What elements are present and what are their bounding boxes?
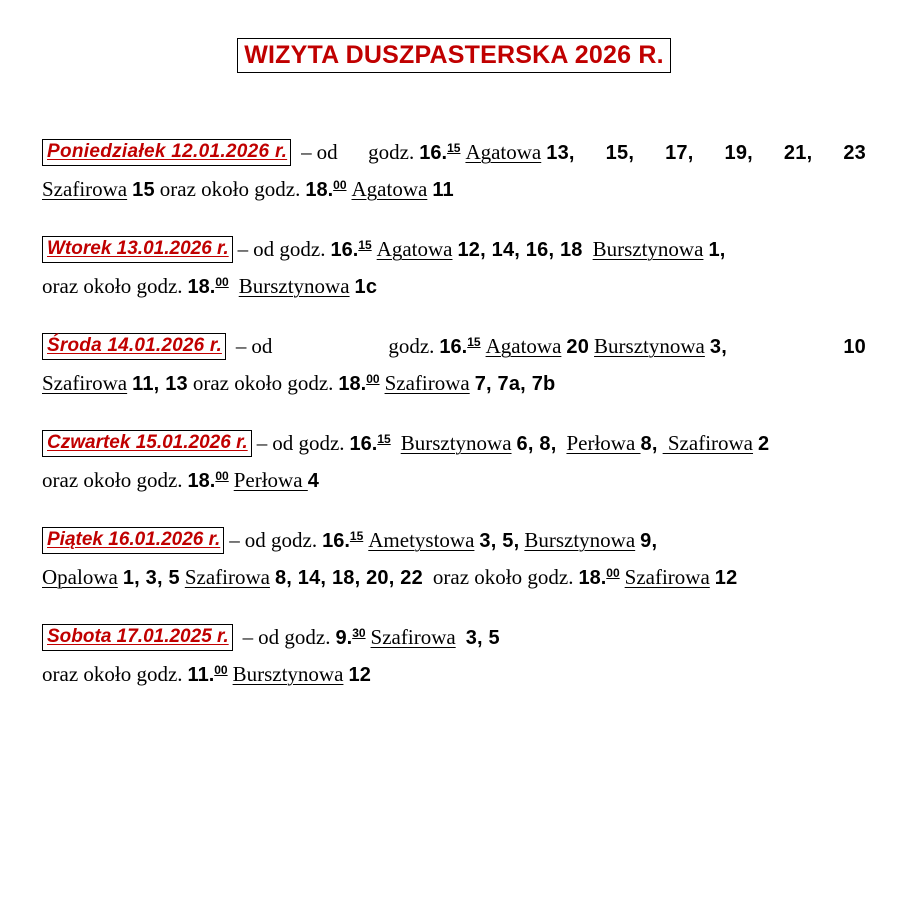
minutes-superscript: 15 (358, 238, 372, 252)
minutes-superscript: 00 (333, 177, 347, 192)
street-name: Agatowa (351, 176, 428, 201)
entry-line-1 (42, 234, 866, 266)
house-numbers: 3, 10 (709, 336, 867, 358)
street-name: Szafirowa (624, 564, 710, 589)
connector-dash: – (235, 334, 247, 358)
street-name: Szafirowa (384, 370, 470, 395)
schedule-entry-thursday (42, 428, 866, 496)
and-about-text: oraz około godz. (42, 661, 183, 686)
day-label-friday: Piątek 16.01.2026 r. (42, 527, 224, 554)
house-numbers: 2 (758, 433, 770, 455)
street-name: Szafirowa (662, 431, 754, 455)
connector-dash: – (242, 625, 254, 649)
house-numbers: 20 (566, 336, 590, 358)
house-numbers: 15 (132, 178, 155, 201)
entry-line-2 (42, 659, 866, 691)
hour-value: 18.00 (305, 177, 347, 201)
house-numbers: 9, (640, 530, 658, 552)
house-numbers: 11, 13 (132, 372, 188, 395)
connector-dash: – (256, 431, 268, 455)
and-about-text: oraz około godz. (159, 176, 301, 201)
street-name: Bursztynowa (594, 334, 705, 358)
street-name: Opalowa (42, 564, 118, 589)
and-about-text: oraz około godz. (192, 370, 334, 395)
from-text: od godz. (244, 528, 318, 552)
house-numbers: 12 (348, 663, 372, 686)
minutes-superscript: 00 (215, 468, 229, 483)
entry-line-2 (42, 174, 866, 206)
street-name: Bursztynowa (400, 431, 512, 455)
from-text: od godz. (251, 334, 435, 358)
street-name: Agatowa (485, 334, 562, 358)
entry-line-2 (42, 271, 866, 303)
schedule-entry-saturday (42, 622, 866, 690)
hour-value: 9.30 (335, 626, 366, 649)
hour-value: 18.00 (187, 468, 229, 492)
day-label-monday: Poniedziałek 12.01.2026 r. (42, 139, 291, 166)
house-numbers: 12 (714, 566, 738, 589)
hour-value: 16.15 (419, 141, 461, 164)
day-label-saturday: Sobota 17.01.2025 r. (42, 624, 233, 651)
house-numbers: 7, 7a, 7b (474, 372, 556, 395)
day-label-tuesday: Wtorek 13.01.2026 r. (42, 236, 233, 263)
house-numbers: 1, 3, 5 (122, 566, 180, 589)
minutes-superscript: 30 (352, 626, 366, 640)
street-name: Szafirowa (370, 625, 456, 649)
street-name: Perłowa (566, 431, 641, 455)
entry-line-2 (42, 465, 866, 497)
and-about-text: oraz około godz. (42, 467, 183, 492)
house-numbers: 8, 14, 18, 20, 22 (274, 566, 423, 589)
from-text: od godz. (258, 625, 331, 649)
minutes-superscript: 15 (349, 529, 364, 543)
and-about-text: oraz około godz. (432, 564, 574, 589)
hour-value: 16.15 (439, 335, 481, 358)
page-title-container (0, 0, 908, 73)
hour-value: 18.00 (578, 565, 620, 589)
street-name: Bursztynowa (238, 273, 350, 298)
page-title: WIZYTA DUSZPASTERSKA 2026 R. (237, 38, 671, 73)
house-numbers: 13, 15, 17, 19, 21, 23 (546, 142, 866, 164)
house-numbers: 3, 5 (465, 627, 500, 649)
street-name: Bursztynowa (524, 528, 636, 552)
street-name: Agatowa (465, 140, 542, 164)
hour-value: 16.15 (349, 432, 391, 455)
house-numbers: 12, 14, 16, 18 (457, 239, 583, 261)
street-name: Bursztynowa (592, 237, 704, 261)
house-numbers: 1c (354, 275, 378, 298)
minutes-superscript: 15 (377, 432, 391, 446)
hour-value: 16.15 (330, 238, 372, 261)
connector-dash: – (301, 140, 312, 164)
schedule-entry-friday (42, 525, 866, 593)
from-text: od godz. (253, 237, 326, 261)
house-numbers: 11 (432, 178, 454, 201)
hour-value: 11.00 (187, 662, 228, 686)
entry-line-2 (42, 562, 866, 594)
and-about-text: oraz około godz. (42, 273, 183, 298)
house-numbers: 3, 5, (479, 530, 520, 552)
visit-schedule-list (0, 137, 908, 690)
house-numbers: 6, 8, (516, 433, 557, 455)
entry-line-1 (42, 622, 866, 654)
minutes-superscript: 15 (467, 335, 481, 349)
hour-value: 16.15 (322, 529, 364, 552)
from-text: od godz. (316, 140, 415, 164)
street-name: Szafirowa (42, 176, 128, 201)
connector-dash: – (237, 237, 249, 261)
house-numbers: 4 (307, 469, 320, 492)
day-label-wednesday: Środa 14.01.2026 r. (42, 333, 226, 360)
from-text: od godz. (272, 431, 345, 455)
house-numbers: 8, (640, 433, 658, 455)
minutes-superscript: 15 (447, 141, 461, 155)
entry-line-1 (42, 137, 866, 169)
connector-dash: – (229, 528, 240, 552)
minutes-superscript: 00 (214, 662, 228, 677)
house-numbers: 1, (708, 239, 726, 261)
street-name: Perłowa (233, 467, 308, 492)
schedule-entry-tuesday (42, 234, 866, 302)
street-name: Szafirowa (42, 370, 128, 395)
hour-value: 18.00 (338, 371, 380, 395)
entry-line-1 (42, 525, 866, 557)
day-label-thursday: Czwartek 15.01.2026 r. (42, 430, 252, 457)
street-name: Bursztynowa (232, 661, 344, 686)
schedule-entry-wednesday (42, 331, 866, 399)
hour-value: 18.00 (187, 274, 229, 298)
street-name: Agatowa (376, 237, 453, 261)
entry-line-1 (42, 428, 866, 460)
schedule-entry-monday (42, 137, 866, 205)
minutes-superscript: 00 (606, 565, 620, 580)
entry-line-1 (42, 331, 866, 363)
minutes-superscript: 00 (215, 274, 229, 289)
street-name: Szafirowa (184, 564, 270, 589)
street-name: Ametystowa (368, 528, 475, 552)
minutes-superscript: 00 (366, 371, 380, 386)
entry-line-2 (42, 368, 866, 400)
